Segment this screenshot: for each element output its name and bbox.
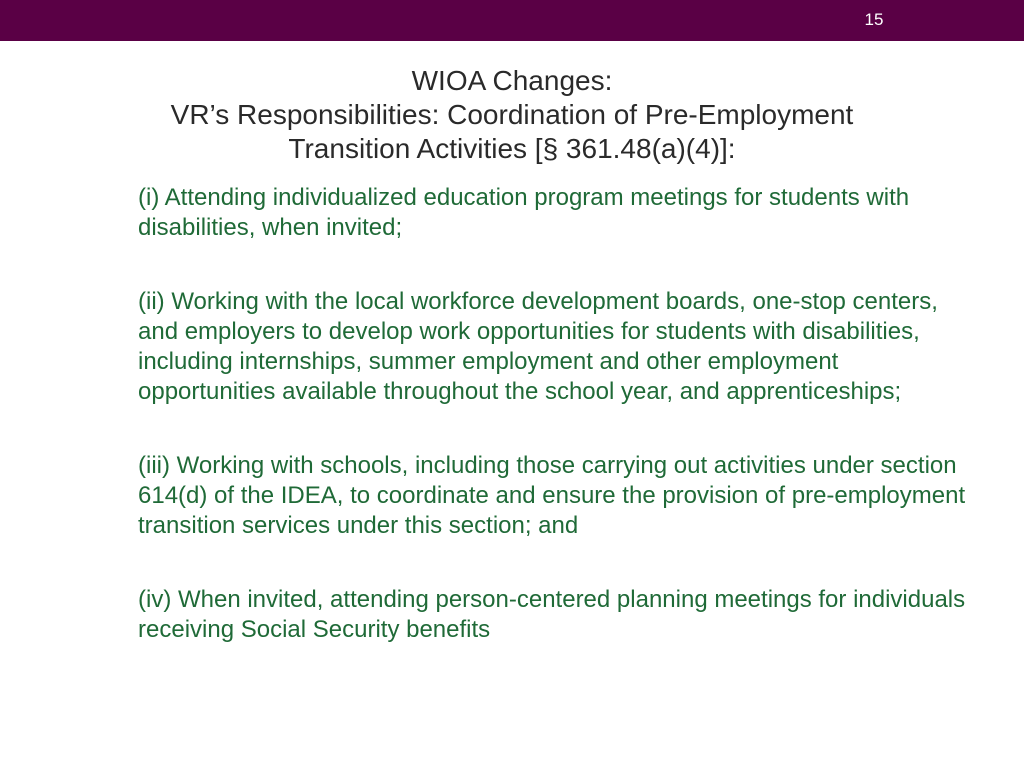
title-line-2: VR’s Responsibilities: Coordination of Pre-Employment [170, 99, 854, 130]
list-item-iii: (iii) Working with schools, including those carrying out activities under section 614(d) of the IDEA, to coordinate and ensure the provision of pre-employment transition services under this section; and [138, 452, 966, 539]
title-line-3: Transition Activities [§ 361.48(a)(4)]: [288, 133, 736, 164]
slide-title [100, 64, 924, 166]
list-item-ii: (ii) Working with the local workforce development boards, one-stop centers, and employers to develop work opportunities for students with disabilities, including internships, summer employment and other employment opportunities available throughout the school year, and apprenticeships; [138, 288, 938, 405]
list-item-i: (i) Attending individualized education program meetings for students with disabilities, when invited; [138, 184, 910, 241]
header-bar [0, 0, 1024, 41]
title-line-1: WIOA Changes: [411, 65, 613, 96]
list-item-iv: (iv) When invited, attending person-centered planning meetings for individuals receiving Social Security benefits [138, 586, 966, 643]
page-number: 15 [864, 10, 884, 29]
slide-body [138, 183, 968, 645]
